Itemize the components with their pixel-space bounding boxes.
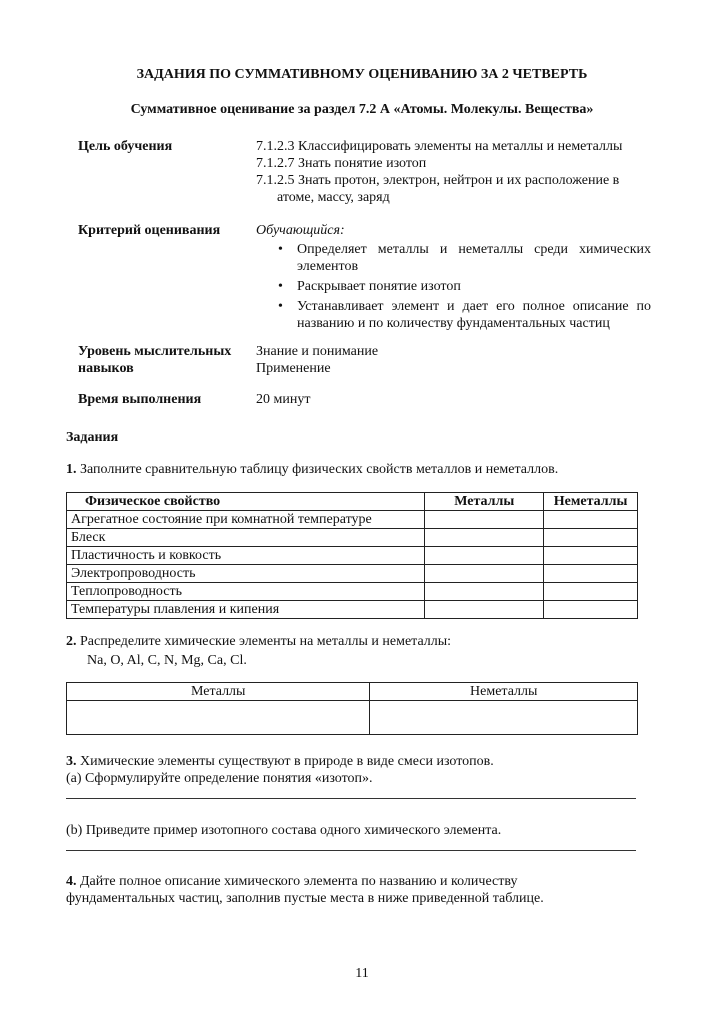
task4-prompt <box>66 873 544 907</box>
criteria-item: • Определяет металлы и неметаллы среди химических элементов <box>256 241 651 275</box>
metals-answer-cell[interactable] <box>425 511 544 529</box>
skills-item: Применение <box>256 361 331 376</box>
property-cell: Электропроводность <box>67 565 425 583</box>
tasks-heading: Задания <box>66 430 119 445</box>
skills-label-line: Уровень мыслительных <box>78 344 232 359</box>
table-row <box>67 701 638 735</box>
metals-answer-cell[interactable] <box>67 701 370 735</box>
goal-item: 7.1.2.7 Знать понятие изотоп <box>256 156 427 171</box>
table-header-row <box>67 683 638 701</box>
property-cell: Блеск <box>67 529 425 547</box>
classification-table <box>66 682 638 735</box>
property-cell: Пластичность и ковкость <box>67 547 425 565</box>
task-number: 1. <box>66 462 77 477</box>
task1-prompt <box>66 461 558 478</box>
goal-item-continuation: атоме, массу, заряд <box>277 190 390 205</box>
task-text: Химические элементы существуют в природе в виде смеси изотопов. <box>76 754 494 769</box>
answer-line[interactable] <box>66 850 636 851</box>
task-number: 4. <box>66 874 77 889</box>
goal-list <box>256 138 651 206</box>
task-text: Заполните сравнительную таблицу физических свойств металлов и неметаллов. <box>76 462 559 477</box>
metals-answer-cell[interactable] <box>425 547 544 565</box>
section-subtitle: Суммативное оценивание за раздел 7.2 А «Атомы. Молекулы. Вещества» <box>130 102 594 117</box>
time-label: Время выполнения <box>78 392 202 407</box>
task4-line: фундаментальных частиц, заполнив пустые места в ниже приведенной таблице. <box>66 891 544 906</box>
skills-item: Знание и понимание <box>256 344 379 359</box>
task4-line <box>66 873 544 890</box>
task-text: Распределите химические элементы на металлы и неметаллы: <box>76 634 452 649</box>
property-cell: Теплопроводность <box>67 583 425 601</box>
column-header: Физическое свойство <box>67 493 425 511</box>
nonmetals-answer-cell[interactable] <box>544 583 638 601</box>
goal-label: Цель обучения <box>78 139 173 154</box>
table-row <box>67 511 638 529</box>
goal-item: 7.1.2.5 Знать протон, электрон, нейтрон и их расположение в <box>256 173 620 188</box>
property-cell: Температуры плавления и кипения <box>67 601 425 619</box>
goal-item: 7.1.2.3 Классифицировать элементы на металлы и неметаллы <box>256 139 623 154</box>
task3-part-b: (b) Приведите пример изотопного состава одного химического элемента. <box>66 823 502 838</box>
nonmetals-answer-cell[interactable] <box>544 565 638 583</box>
criteria-list <box>256 241 651 332</box>
task2-prompt <box>66 633 451 650</box>
criteria-block <box>256 222 651 335</box>
nonmetals-answer-cell[interactable] <box>370 701 638 735</box>
column-header: Неметаллы <box>544 493 638 511</box>
table-row <box>67 565 638 583</box>
task3-prompt <box>66 753 494 770</box>
nonmetals-answer-cell[interactable] <box>544 511 638 529</box>
metals-answer-cell[interactable] <box>425 601 544 619</box>
criteria-label: Критерий оценивания <box>78 223 221 238</box>
skills-label-line: навыков <box>78 361 134 376</box>
nonmetals-answer-cell[interactable] <box>544 601 638 619</box>
table-row <box>67 583 638 601</box>
metals-answer-cell[interactable] <box>425 529 544 547</box>
page-number: 11 <box>355 966 369 981</box>
column-header: Металлы <box>425 493 544 511</box>
property-cell: Агрегатное состояние при комнатной температуре <box>67 511 425 529</box>
criteria-item: • Раскрывает понятие изотоп <box>256 278 651 295</box>
column-header: Металлы <box>67 683 370 701</box>
criteria-item: • Устанавливает элемент и дает его полное описание по названию и по количеству фундаментальных частиц <box>256 298 651 332</box>
column-header: Неметаллы <box>370 683 638 701</box>
metals-answer-cell[interactable] <box>425 583 544 601</box>
skills-label <box>78 343 253 377</box>
properties-table <box>66 492 638 619</box>
table-row <box>67 601 638 619</box>
answer-line[interactable] <box>66 798 636 799</box>
nonmetals-answer-cell[interactable] <box>544 547 638 565</box>
skills-list <box>256 343 651 377</box>
criteria-intro: Обучающийся: <box>256 223 345 238</box>
nonmetals-answer-cell[interactable] <box>544 529 638 547</box>
task3-part-a: (a) Сформулируйте определение понятия «изотоп». <box>66 771 373 786</box>
task-text: Дайте полное описание химического элемента по названию и количеству <box>76 874 518 889</box>
table-row <box>67 547 638 565</box>
table-header-row <box>67 493 638 511</box>
page-title: ЗАДАНИЯ ПО СУММАТИВНОМУ ОЦЕНИВАНИЮ ЗА 2 ЧЕТВЕРТЬ <box>136 67 588 82</box>
time-value: 20 минут <box>256 392 311 407</box>
task-number: 3. <box>66 754 77 769</box>
table-row <box>67 529 638 547</box>
elements-list: Na, O, Al, C, N, Mg, Ca, Cl. <box>87 653 247 668</box>
metals-answer-cell[interactable] <box>425 565 544 583</box>
task-number: 2. <box>66 634 77 649</box>
